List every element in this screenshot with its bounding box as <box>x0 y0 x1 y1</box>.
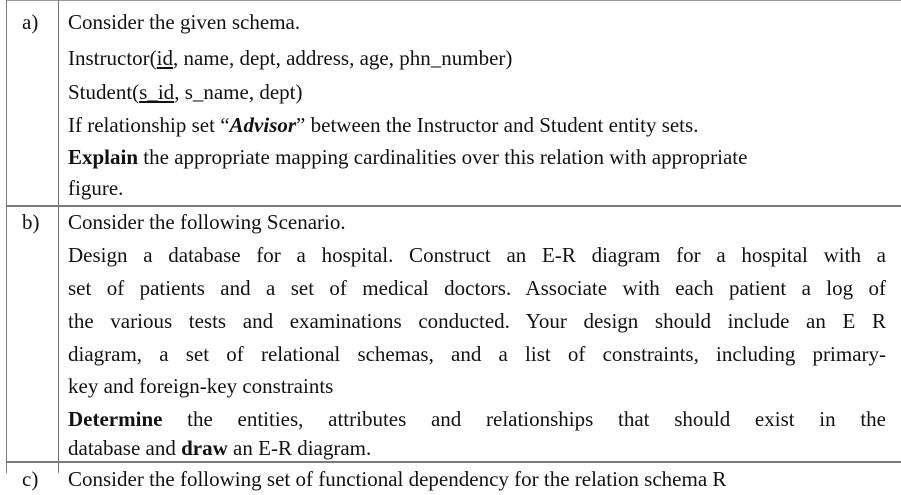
question-b-line-7 <box>68 403 886 435</box>
question-b-line-8 <box>68 432 371 464</box>
question-b-line-6: key and foreign-key constraints <box>68 374 334 398</box>
student-prefix: Student( <box>68 80 140 104</box>
question-b-line-5: diagram, a set of relational schemas, and a list of constraints, including primary- <box>68 342 886 366</box>
instructor-prefix: Instructor( <box>68 46 157 70</box>
question-label-c: c) <box>22 467 39 491</box>
determine-keyword: Determine <box>68 407 163 431</box>
line8-suffix: an E-R diagram. <box>227 436 372 460</box>
line8-prefix: database and <box>68 436 182 460</box>
line4-suffix: ” between the Instructor and Student entity sets. <box>296 113 699 137</box>
question-a-instructor-schema <box>68 42 512 74</box>
draw-keyword: draw <box>181 436 228 460</box>
student-key: s_id <box>139 80 175 104</box>
question-a-line-6: figure. <box>68 176 124 200</box>
table-top-border <box>6 0 901 1</box>
student-attributes: , s_name, dept) <box>174 80 303 104</box>
instructor-key: id <box>156 46 173 70</box>
question-a-student-schema <box>68 76 302 108</box>
line5-rest: the appropriate mapping cardinalities over this relation with appropriate <box>138 145 748 169</box>
question-c-line-1: Consider the following set of functional dependency for the relation schema R <box>68 467 727 491</box>
table-left-border <box>6 0 7 473</box>
line7-rest: the entities, attributes and relationships that should exist in the <box>162 407 886 431</box>
question-label-a: a) <box>22 10 39 34</box>
instructor-attributes: , name, dept, address, age, phn_number) <box>172 46 513 70</box>
question-b-line-2: Design a database for a hospital. Construct an E-R diagram for a hospital with a <box>68 243 886 267</box>
question-b-line-1: Consider the following Scenario. <box>68 210 346 234</box>
question-a-line-5 <box>68 141 747 173</box>
column-divider <box>58 0 59 473</box>
question-label-b: b) <box>22 210 40 234</box>
question-a-line-1: Consider the given schema. <box>68 10 301 34</box>
explain-keyword: Explain <box>68 145 139 169</box>
question-a-line-4 <box>68 109 698 141</box>
advisor-term: Advisor <box>229 113 297 137</box>
question-b-line-3: set of patients and a set of medical doctors. Associate with each patient a log of <box>68 276 886 300</box>
line4-prefix: If relationship set “ <box>68 113 230 137</box>
question-b-line-4: the various tests and examinations conducted. Your design should include an E R <box>68 309 886 333</box>
